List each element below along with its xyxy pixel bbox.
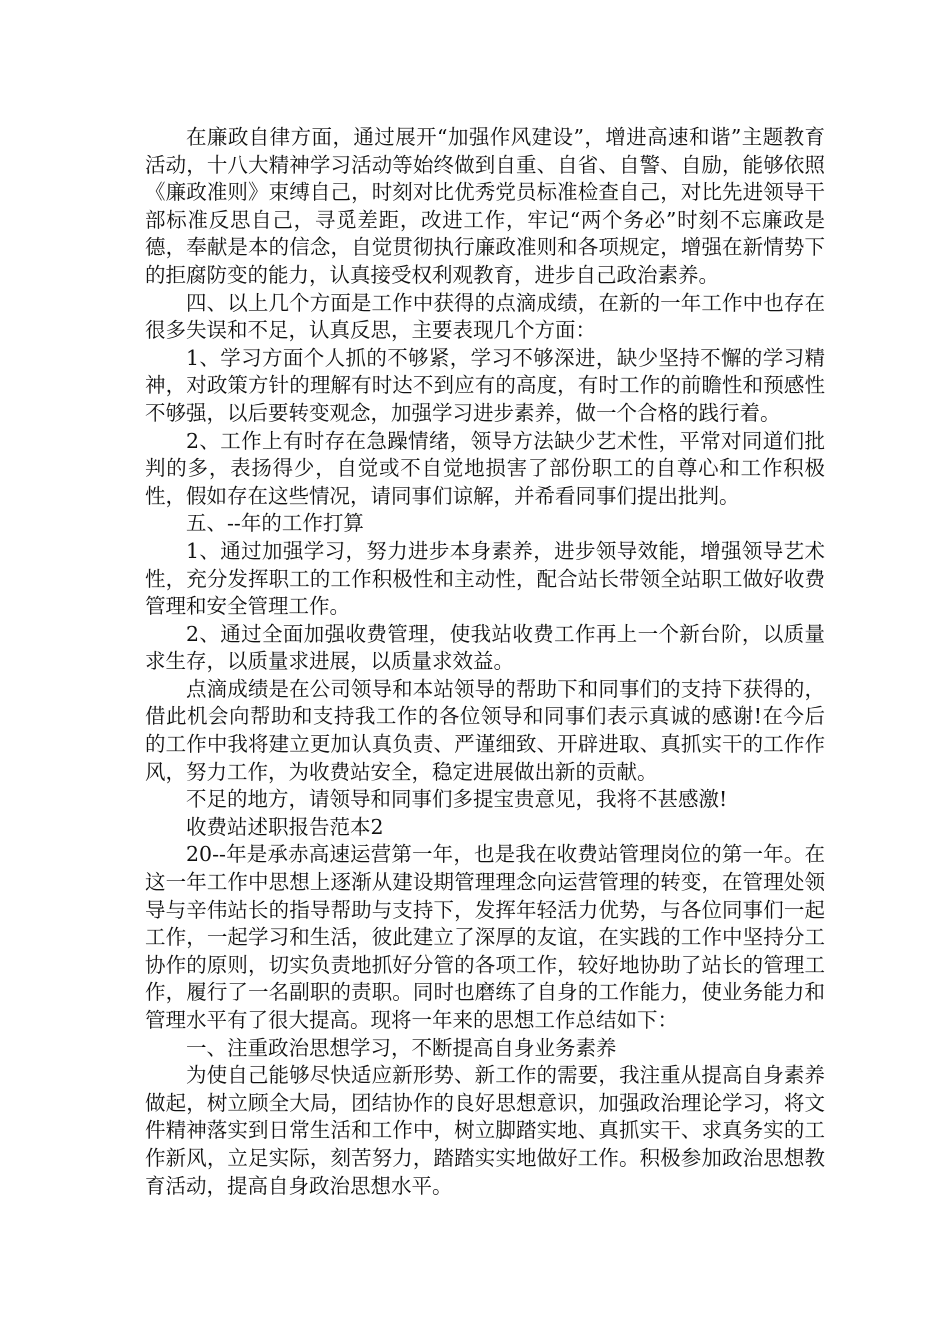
paragraph-political-study: 为使自己能够尽快适应新形势、新工作的需要，我注重从提高自身素养做起，树立顾全大局，团结协作的良好思想意识，加强政治理论学习，将文件精神落实到日常生活和工作中，树立脚踏实地、真抓实干、求真务实的工作新风，立足实际，刻苦努力，踏踏实实地做好工作。积极参加政治思想教育活动，提高自身政治思想水平。 (145, 1063, 825, 1198)
paragraph-plan-2: 2、通过全面加强收费管理，使我站收费工作再上一个新台阶，以质量求生存，以质量求进展，以质量求效益。 (145, 621, 825, 674)
paragraph-shortcoming-1: 1、学习方面个人抓的不够紧，学习不够深进，缺少坚持不懈的学习精神，对政策方针的理解有时达不到应有的高度，有时工作的前瞻性和预感性不够强，以后要转变观念，加强学习进步素养，做一个合格的践行着。 (145, 345, 825, 425)
paragraph-integrity: 在廉政自律方面，通过展开“加强作风建设”，增进高速和谐”主题教育活动，十八大精神学习活动等始终做到自重、自省、自警、自励，能够依照《廉政准则》束缚自己，时刻对比优秀党员标准检查自己，对比先进领导干部标准反思自己，寻觅差距，改进工作，牢记“两个务必”时刻不忘廉政是德，奉献是本的信念，自觉贯彻执行廉政准则和各项规定，增强在新情势下的拒腐防变的能力，认真接受权利观教育，进步自己政治素养。 (145, 125, 825, 287)
heading-section-five: 五、--年的工作打算 (186, 511, 364, 536)
paragraph-section-four: 四、以上几个方面是工作中获得的点滴成绩，在新的一年工作中也存在很多失误和不足，认真反思，主要表现几个方面： (145, 290, 825, 343)
paragraph-closing: 不足的地方，请领导和同事们多提宝贵意见，我将不甚感激! (186, 787, 728, 812)
paragraph-shortcoming-2: 2、工作上有时存在急躁情绪，领导方法缺少艺术性，平常对同道们批判的多，表扬得少，自觉或不自觉地损害了部份职工的自尊心和工作积极性，假如存在这些情况，请同事们谅解，并希看同事们提出批判。 (145, 428, 825, 508)
paragraph-thanks: 点滴成绩是在公司领导和本站领导的帮助下和同事们的支持下获得的，借此机会向帮助和支持我工作的各位领导和同事们表示真诚的感谢!在今后的工作中我将建立更加认真负责、严谨细致、开辟进取、真抓实干的工作作风，努力工作，为收费站安全，稳定进展做出新的贡献。 (145, 676, 825, 784)
heading-political-study: 一、注重政治思想学习，不断提高自身业务素养 (186, 1035, 617, 1060)
paragraph-plan-1: 1、通过加强学习，努力进步本身素养，进步领导效能，增强领导艺术性，充分发挥职工的工作积极性和主动性，配合站长带领全站职工做好收费管理和安全管理工作。 (145, 538, 825, 619)
paragraph-report-2-intro: 20--年是承赤高速运营第一年，也是我在收费站管理岗位的第一年。在这一年工作中思想上逐渐从建设期管理理念向运营管理的转变，在管理处领导与辛伟站长的指导帮助与支持下，发挥年轻活力优势，与各位同事们一起工作，一起学习和生活，彼此建立了深厚的友谊，在实践的工作中坚持分工协作的原则，切实负责地抓好分管的各项工作，较好地协助了站长的管理工作，履行了一名副职的责职。同时也磨练了自身的工作能力，使业务能力和管理水平有了很大提高。现将一年来的思想工作总结如下： (145, 842, 825, 1032)
heading-report-2: 收费站述职报告范本2 (186, 814, 384, 839)
document-body (145, 124, 825, 1200)
